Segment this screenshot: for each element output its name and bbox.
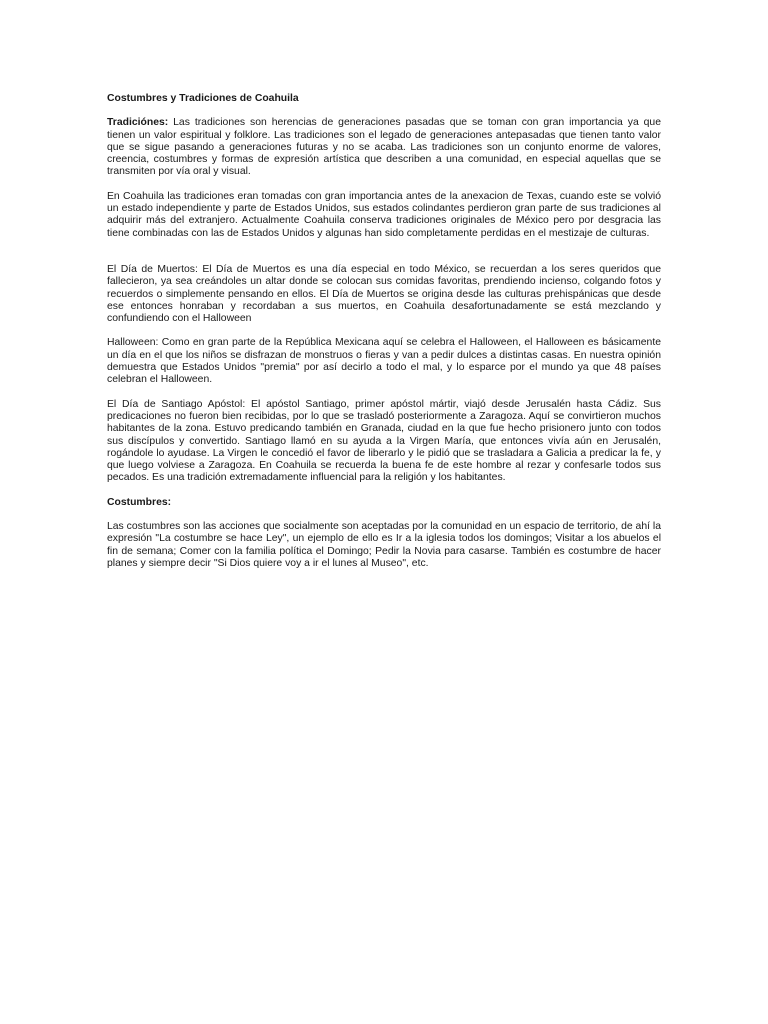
document-body	[107, 93, 661, 570]
tradiciones-label: Tradiciónes:	[107, 117, 169, 129]
halloween-paragraph: Halloween: Como en gran parte de la República Mexicana aquí se celebra el Halloween, el Halloween es básicamente un día en el que los niños se disfrazan de monstruos o fieras y van a pedir dulces a distintas casas. En nuestra opinión demuestra que Estados Unidos "premia" por así decirlo a todo el mal, y lo esparce por el mundo ya que 48 países celebran el Halloween.	[107, 337, 661, 386]
tradiciones-text: Las tradiciones son herencias de generaciones pasadas que se toman con gran importancia ya que tienen un valor espiritual y folklore. Las tradiciones son el legado de generaciones antepasadas que tienen tanto valor que se sigue pasando a generaciones futuras y no se acaba. Las tradiciones son un conjunto enorme de valores, creencia, costumbres y formas de expresión artística que describen a una comunidad, en especial aquellas que se transmiten por vía oral y visual.	[107, 117, 661, 178]
santiago-paragraph: El Día de Santiago Apóstol: El apóstol Santiago, primer apóstol mártir, viajó desde Jerusalén hasta Cádiz. Sus predicaciones no fueron bien recibidas, por lo que se trasladó posteriormente a Zaragoza. Aquí se convirtieron muchos habitantes de la zona. Estuvo predicando también en Granada, ciudad en la que fue hecho prisionero junto con todos sus discípulos y convertido. Santiago llamó en su ayuda a la Virgen María, que entonces vivía aún en Jerusalén, rogándole lo ayudase. La Virgen le concedió el favor de liberarlo y le pidió que se trasladara a Galicia a predicar la fe, y que luego volviese a Zaragoza. En Coahuila se recuerda la buena fe de este hombre al rezar y confesarle todos sus pecados. Es una tradición extremadamente influencial para la religión y los habitantes.	[107, 398, 661, 484]
coahuila-paragraph: En Coahuila las tradiciones eran tomadas con gran importancia antes de la anexacion de Texas, cuando este se volvió un estado independiente y parte de Estados Unidos, sus estados colindantes perdieron gran parte de sus tradiciones al adquirir más del extranjero. Actualmente Coahuila conserva tradiciones originales de México pero por desgracia las tiene combinadas con las de Estados Unidos y algunas han sido completamente perdidas en el mestizaje de culturas.	[107, 190, 661, 239]
costumbres-heading: Costumbres:	[107, 496, 172, 508]
costumbres-paragraph: Las costumbres son las acciones que socialmente son aceptadas por la comunidad en un espacio de territorio, de ahí la expresión "La costumbre se hace Ley", un ejemplo de ello es Ir a la iglesia todos los domingos; Visitar a los abuelos el fin de semana; Comer con la familia política el Domingo; Pedir la Novia para casarse. También es costumbre de hacer planes y siempre decir "Si Dios quiere voy a ir el lunes al Museo", etc.	[107, 521, 661, 569]
document-title: Costumbres y Tradiciones de Coahuila	[107, 93, 299, 104]
dia-muertos-paragraph: El Día de Muertos: El Día de Muertos es una día especial en todo México, se recuerdan a los seres queridos que fallecieron, ya sea creándoles un altar donde se colocan sus comidas favoritas, prendiendo incienso, colgando fotos y recuerdos o simplemente pensando en ellos. El Día de Muertos se origina desde las culturas prehispánicas que desde ese entonces honraban y recordaban a sus muertos, en Coahuila desafortunadamente se está mezclando y confundiendo con el Halloween	[107, 263, 661, 325]
tradiciones-paragraph	[107, 117, 661, 178]
